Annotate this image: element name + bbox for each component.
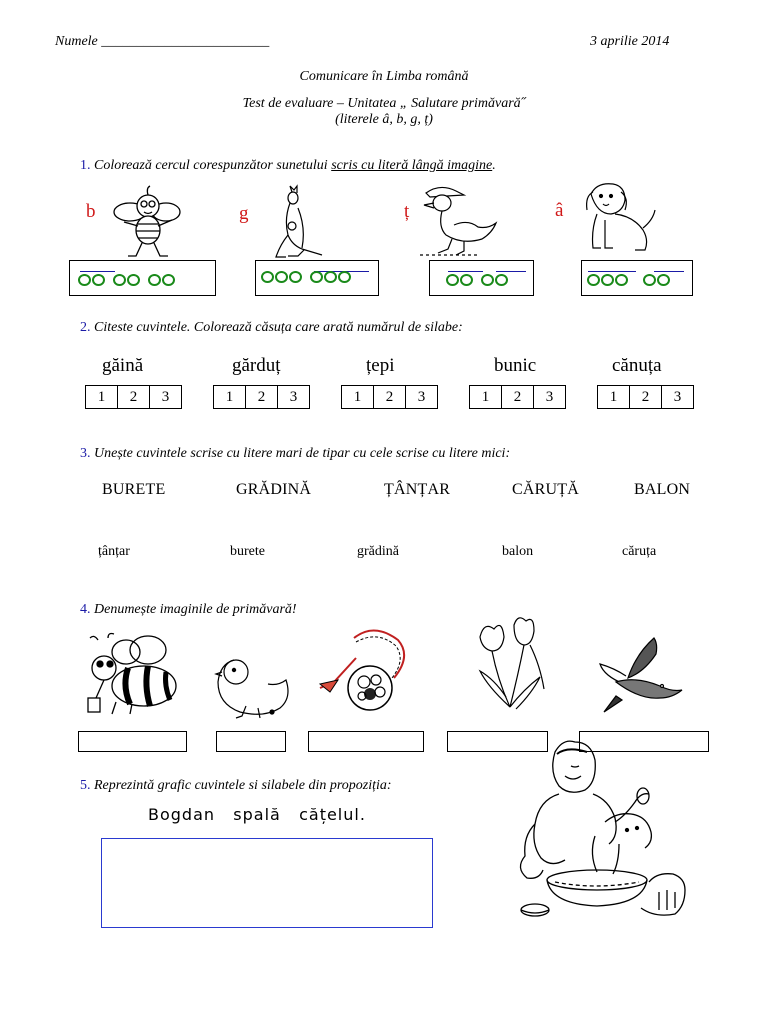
- circle[interactable]: [162, 274, 175, 286]
- q1-number: 1.: [80, 158, 91, 173]
- syllable-option[interactable]: 3: [662, 386, 694, 409]
- chick-icon: [212, 650, 292, 722]
- circle[interactable]: [92, 274, 105, 286]
- q2-syllable-table-5: [597, 385, 694, 409]
- q4-instruction: 4. Denumește imaginile de primăvară!: [80, 602, 297, 617]
- circle[interactable]: [113, 274, 126, 286]
- q1-instruction: 1. Colorează cercul corespunzător sunetului scris cu literă lângă imagine.: [80, 158, 496, 173]
- syllable-option[interactable]: 2: [246, 386, 278, 409]
- puppy-icon: [577, 180, 663, 260]
- q1-syllable-box-g: [255, 260, 379, 296]
- circle[interactable]: [495, 274, 508, 286]
- q2-number: 2.: [80, 320, 91, 335]
- syllable-option[interactable]: 2: [374, 386, 406, 409]
- syllable-option[interactable]: 1: [86, 386, 118, 409]
- q3-upper-word[interactable]: BALON: [634, 481, 691, 498]
- q3-lower-word[interactable]: căruța: [622, 544, 657, 559]
- circle[interactable]: [261, 271, 274, 283]
- circle[interactable]: [601, 274, 614, 286]
- q1-letter-t: ț: [404, 201, 410, 222]
- q3-instruction: 3. Unește cuvintele scrise cu litere mari de tipar cu cele scrise cu litere mici:: [80, 446, 511, 461]
- syllable-option[interactable]: 1: [598, 386, 630, 409]
- circle[interactable]: [289, 271, 302, 283]
- syllable-option[interactable]: 2: [630, 386, 662, 409]
- circle[interactable]: [446, 274, 459, 286]
- q3-lower-word[interactable]: balon: [502, 544, 534, 559]
- swallow-icon: [596, 634, 686, 718]
- q3-lower-word[interactable]: grădină: [357, 544, 399, 559]
- q2-word-2: gărduț: [232, 355, 281, 376]
- letters-subtitle: (literele â, b, g, ț): [335, 112, 433, 127]
- test-date: 3 aprilie 2014: [590, 34, 670, 49]
- tulips-icon: [470, 617, 554, 722]
- q2-syllable-table-1: [85, 385, 182, 409]
- q3-number: 3.: [80, 446, 91, 461]
- q2-instruction: 2. Citeste cuvintele. Colorează căsuța care arată numărul de silabe:: [80, 320, 463, 335]
- answer-box-3[interactable]: [308, 731, 424, 752]
- syllable-option[interactable]: 2: [502, 386, 534, 409]
- bee-cartoon-icon: [104, 184, 190, 264]
- circle[interactable]: [275, 271, 288, 283]
- q3-lower-word[interactable]: țânțar: [98, 544, 130, 559]
- q2-syllable-table-3: [341, 385, 438, 409]
- circle[interactable]: [127, 274, 140, 286]
- q1-syllable-box-b: [69, 260, 216, 296]
- syllable-option[interactable]: 3: [278, 386, 310, 409]
- syllable-option[interactable]: 1: [470, 386, 502, 409]
- duck-with-hat-icon: [412, 185, 502, 260]
- q1-letter-a: â: [555, 200, 564, 221]
- syllable-option[interactable]: 3: [534, 386, 566, 409]
- circle[interactable]: [615, 274, 628, 286]
- q2-word-4: bunic: [494, 355, 537, 376]
- q2-word-1: găină: [102, 355, 144, 376]
- subject-title: Comunicare în Limba română: [299, 69, 469, 84]
- circle[interactable]: [643, 274, 656, 286]
- q3-upper-word[interactable]: GRĂDINĂ: [236, 481, 312, 498]
- circle[interactable]: [587, 274, 600, 286]
- q3-upper-word[interactable]: CĂRUȚĂ: [512, 481, 579, 498]
- circle[interactable]: [481, 274, 494, 286]
- answer-box-2[interactable]: [216, 731, 286, 752]
- q2-word-3: țepi: [366, 355, 395, 376]
- q1-syllable-box-t: [429, 260, 534, 296]
- kangaroo-icon: [262, 186, 332, 261]
- q5-sentence: Bogdan spală cățelul.: [148, 805, 366, 824]
- q3-upper-word[interactable]: ȚÂNȚAR: [384, 481, 451, 498]
- q1-letter-b: b: [86, 201, 96, 222]
- circle[interactable]: [310, 271, 323, 283]
- circle[interactable]: [657, 274, 670, 286]
- name-field-label: Numele ________________________: [55, 34, 270, 49]
- syllable-option[interactable]: 1: [214, 386, 246, 409]
- q4-number: 4.: [80, 602, 91, 617]
- q1-syllable-box-a: [581, 260, 693, 296]
- syllable-option[interactable]: 3: [406, 386, 438, 409]
- q5-number: 5.: [80, 778, 91, 793]
- circle[interactable]: [338, 271, 351, 283]
- circle[interactable]: [78, 274, 91, 286]
- martisor-icon: [316, 628, 416, 720]
- q2-syllable-table-4: [469, 385, 566, 409]
- q2-syllable-table-2: [213, 385, 310, 409]
- syllable-option[interactable]: 1: [342, 386, 374, 409]
- circle[interactable]: [460, 274, 473, 286]
- q5-instruction: 5. Reprezintă grafic cuvintele si silabele din propoziția:: [80, 778, 392, 793]
- q3-lower-word[interactable]: burete: [230, 544, 265, 559]
- syllable-option[interactable]: 3: [150, 386, 182, 409]
- q2-word-5: cănuța: [612, 355, 662, 376]
- q3-upper-word[interactable]: BURETE: [102, 481, 166, 498]
- bee-icon: [76, 632, 186, 718]
- q1-letter-g: g: [239, 203, 249, 224]
- test-title: Test de evaluare – Unitatea „ Salutare primăvară˝: [242, 96, 526, 111]
- circle[interactable]: [148, 274, 161, 286]
- circle[interactable]: [324, 271, 337, 283]
- syllable-option[interactable]: 2: [118, 386, 150, 409]
- q5-drawing-area[interactable]: [101, 838, 433, 928]
- answer-box-1[interactable]: [78, 731, 187, 752]
- boy-washing-dog-icon: [515, 732, 705, 932]
